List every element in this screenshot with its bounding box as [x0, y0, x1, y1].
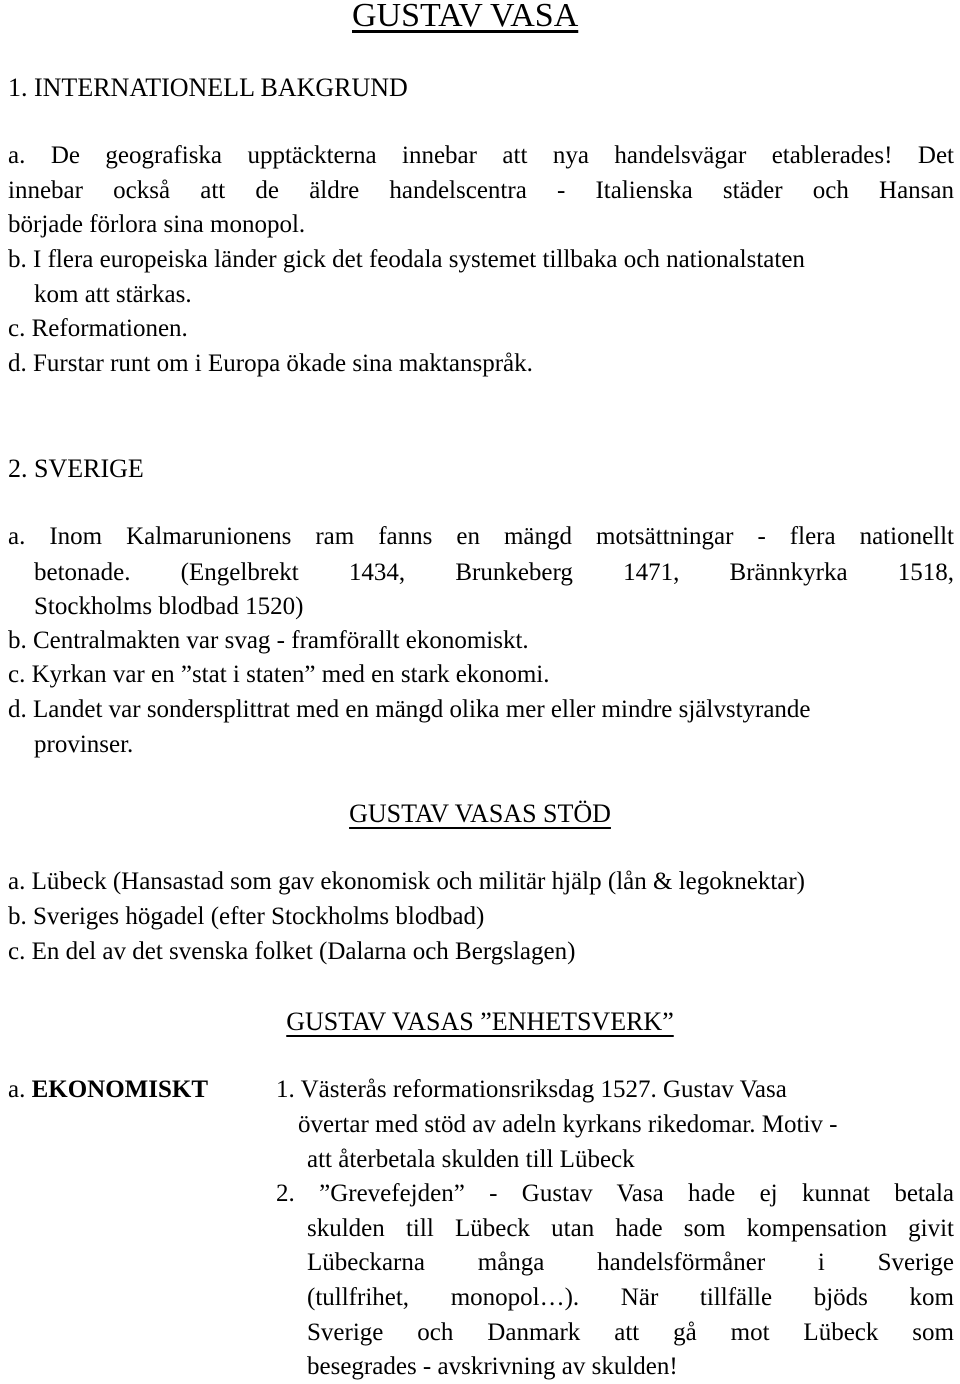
point2-line3: Lübeckarna många handelsförmåner i Sverige [307, 1249, 954, 1276]
point2-line4: (tullfrihet, monopol…). När tillfälle bjöds kom [307, 1284, 954, 1311]
support-item-a-text: Lübeck (Hansastad som gav ekonomisk och militär hjälp (lån & legoknektar) [31, 868, 806, 895]
support-item-c [8, 937, 954, 967]
s1-item-a-line3: började förlora sina monopol. [8, 211, 306, 238]
point1-number: 1. [276, 1076, 295, 1103]
support-item-a-label: a. [8, 868, 26, 895]
s1-item-c-text: Reformationen. [31, 315, 188, 342]
s2-item-a-line1 [8, 522, 954, 552]
s2-item-c-text: Kyrkan var en ”stat i staten” med en stark ekonomi. [31, 661, 550, 688]
s1-item-a-line2: innebar också att de äldre handelscentra - Italienska städer och Hansan [8, 177, 954, 204]
support-item-b-text: Sveriges högadel (efter Stockholms blodbad) [33, 903, 485, 930]
s2-item-b-text: Centralmakten var svag - framförallt ekonomiskt. [33, 627, 529, 654]
s1-item-b-line2: kom att stärkas. [34, 281, 192, 308]
s2-item-d-text1: Landet var sondersplittrat med en mängd olika mer eller mindre självstyrande [33, 696, 811, 723]
s2-item-c [8, 660, 954, 690]
s1-item-c [8, 314, 954, 344]
s2-item-d-line1 [8, 695, 954, 725]
support-item-a [8, 867, 954, 897]
point2-line2: skulden till Lübeck utan hade som kompensation givit [307, 1215, 954, 1242]
point1-line3: att återbetala skulden till Lübeck [307, 1146, 635, 1173]
point2-text1: ”Grevefejden” - Gustav Vasa hade ej kunnat betala [319, 1180, 955, 1207]
s1-item-a-line1 [8, 141, 954, 171]
s2-item-d-line2: provinser. [34, 731, 134, 758]
s2-item-a-line3: Stockholms blodbad 1520) [34, 593, 304, 620]
s1-item-b-label: b. [8, 246, 27, 273]
point2-number: 2. [276, 1180, 295, 1207]
s1-item-d-text: Furstar runt om i Europa ökade sina maktanspråk. [33, 350, 533, 377]
s2-item-b [8, 626, 954, 656]
section-heading-sweden: 2. SVERIGE [8, 454, 144, 483]
point2-line1 [276, 1179, 954, 1209]
economic-label [8, 1075, 208, 1105]
s1-item-d [8, 349, 954, 379]
s2-item-a-line2: betonade. (Engelbrekt 1434, Brunkeberg 1471, Brännkyrka 1518, [34, 559, 954, 586]
support-item-b-label: b. [8, 903, 27, 930]
s1-item-c-label: c. [8, 315, 26, 342]
economic-label-text: EKONOMISKT [31, 1076, 209, 1103]
point1-line2: övertar med stöd av adeln kyrkans rikedomar. Motiv - [298, 1111, 838, 1138]
economic-label-prefix: a. [8, 1076, 26, 1103]
s2-item-b-label: b. [8, 627, 27, 654]
s1-item-a-label: a. [8, 142, 26, 169]
support-item-c-text: En del av det svenska folket (Dalarna och Bergslagen) [31, 938, 576, 965]
s2-item-d-label: d. [8, 696, 27, 723]
unity-heading: GUSTAV VASAS ”ENHETSVERK” [286, 1007, 674, 1036]
support-item-b [8, 902, 954, 932]
point2-line6: besegrades - avskrivning av skulden! [307, 1353, 678, 1380]
document-title: GUSTAV VASA [352, 0, 579, 34]
point2-line5: Sverige och Danmark att gå mot Lübeck som [307, 1319, 954, 1346]
s2-item-a-text1: Inom Kalmarunionens ram fanns en mängd motsättningar - flera nationellt [49, 523, 955, 550]
s1-item-a-text1: De geografiska upptäckterna innebar att nya handelsvägar etablerades! Det [50, 142, 955, 169]
s1-item-b-line1 [8, 245, 954, 275]
point1-line1 [276, 1075, 787, 1105]
s1-item-b-text1: I flera europeiska länder gick det feodala systemet tillbaka och nationalstaten [33, 246, 805, 273]
section-heading-international: 1. INTERNATIONELL BAKGRUND [8, 73, 408, 102]
s1-item-d-label: d. [8, 350, 27, 377]
support-heading: GUSTAV VASAS STÖD [349, 799, 611, 828]
support-item-c-label: c. [8, 938, 26, 965]
s2-item-a-label: a. [8, 523, 26, 550]
point1-text1: Västerås reformationsriksdag 1527. Gustav Vasa [300, 1076, 787, 1103]
s2-item-c-label: c. [8, 661, 26, 688]
